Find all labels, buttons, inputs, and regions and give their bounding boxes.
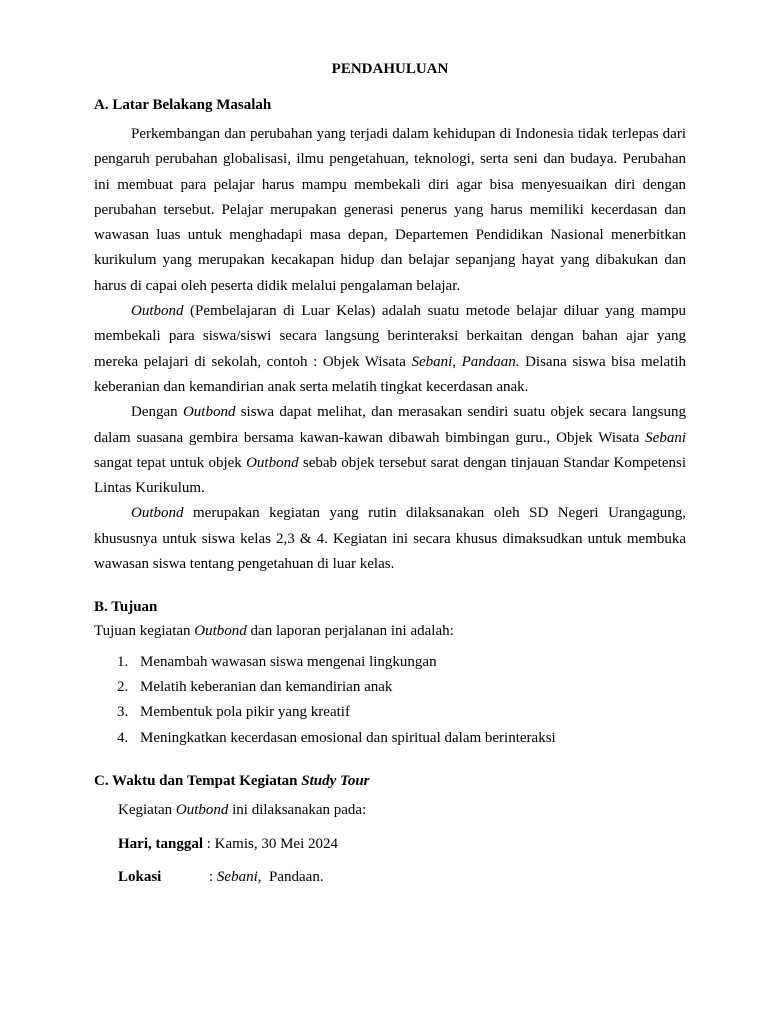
date-label: Hari, tanggal xyxy=(118,836,203,853)
section-a-paragraph-2: Outbond (Pembelajaran di Luar Kelas) adalah suatu metode belajar diluar yang mampu membekali para siswa/siswi secara langsung berinteraksi berkaitan dengan bahan ajar yang mereka pelajari di sekolah, contoh : Objek Wisata Sebani, Pandaan. Disana siswa bisa melatih keberanian dan kemandirian anak serta melatih tingkat kecerdasan anak. xyxy=(94,303,686,395)
section-a-paragraph-3: Dengan Outbond siswa dapat melihat, dan merasakan sendiri suatu objek secara langsung dalam suasana gembira bersama kawan-kawan dibawah bimbingan guru., Objek Wisata Sebani sangat tepat untuk objek Outbond sebab objek tersebut sarat dengan tinjauan Standar Kompetensi Lintas Kurikulum. xyxy=(94,404,687,497)
goals-list xyxy=(94,650,686,751)
date-value: : Kamis, 30 Mei 2024 xyxy=(203,836,338,853)
section-c-heading: C. Waktu dan Tempat Kegiatan Study Tour xyxy=(94,772,370,789)
section-b-heading: B. Tujuan xyxy=(94,599,158,616)
section-a-paragraph-1: Perkembangan dan perubahan yang terjadi dalam kehidupan di Indonesia tidak terlepas dari pengaruh perubahan globalisasi, ilmu pengetahuan, teknologi, serta seni dan budaya. Perubahan ini membuat para pelajar harus mampu membekali diri agar bisa menyesuaikan diri dengan perubahan tersebut. Pelajar merupakan generasi penerus yang harus memiliki kecerdasan dan wawasan luas untuk menghadapi masa depan, Departemen Pendidikan Nasional menerbitkan kurikulum yang merupakan kecakapan hidup dan belajar sepanjang hayat yang dibakukan dan harus di capai oleh peserta didik melalui pengalaman belajar. xyxy=(94,126,686,294)
list-item: 3. Membentuk pola pikir yang kreatif xyxy=(117,704,350,721)
section-a-paragraph-4: Outbond merupakan kegiatan yang rutin dilaksanakan oleh SD Negeri Urangagung, khususnya untuk siswa kelas 2,3 & 4. Kegiatan ini secara khusus dimaksudkan untuk membuka wawasan siswa tentang pengetahuan di luar kelas. xyxy=(94,505,686,573)
document-page xyxy=(94,58,686,890)
outbond-term: Outbond xyxy=(131,303,184,320)
section-b-intro: Tujuan kegiatan Outbond dan laporan perjalanan ini adalah: xyxy=(94,623,454,640)
list-item: 2. Melatih keberanian dan kemandirian anak xyxy=(117,678,393,695)
section-c-intro: Kegiatan Outbond ini dilaksanakan pada: xyxy=(118,801,367,818)
list-item: 4. Meningkatkan kecerdasan emosional dan spiritual dalam berinteraksi xyxy=(117,729,556,746)
location-row: Lokasi : Sebani, Pandaan. xyxy=(118,865,686,890)
date-row xyxy=(118,832,686,857)
section-a-heading: A. Latar Belakang Masalah xyxy=(94,97,272,113)
section-c-body xyxy=(94,798,686,890)
list-item: 1. Menambah wawasan siswa mengenai lingkungan xyxy=(117,653,437,670)
location-value: Sebani, xyxy=(216,869,262,886)
document-title: PENDAHULUAN xyxy=(331,61,449,77)
location-label: Lokasi xyxy=(118,869,162,886)
